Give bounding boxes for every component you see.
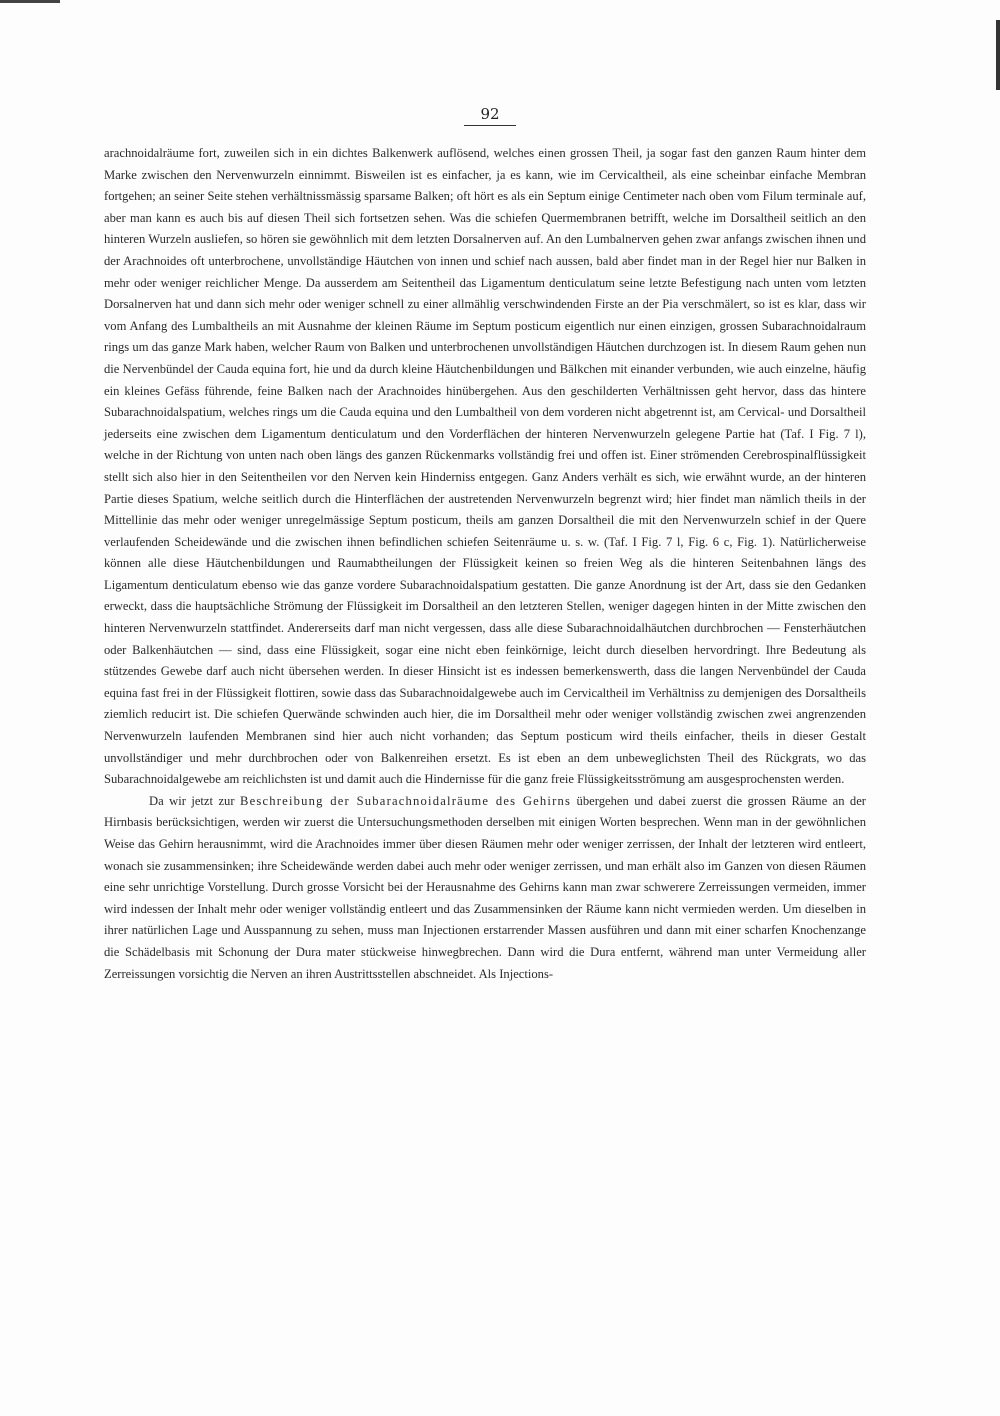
body-text [104,143,866,985]
emphasized-text: Beschreibung der Subarachnoidalräume des Gehirns [239,793,572,808]
page-number-rule [464,125,516,126]
scan-edge-mark [0,0,60,3]
paragraph [104,791,866,985]
paragraph-text: arachnoidalräume fort, zuweilen sich in ein dichtes Balkenwerk auflösend, welches einen grossen Theil, ja sogar fast den ganzen Raum hinter dem Marke zwischen den Nervenwurzeln einnimmt. Bisweilen ist es einfacher, ja es kann, wie im Cervicaltheil, als eine scheinbar einfache Membran fortgehen; an seiner Seite stehen verhältnissmässig sparsame Balken; oft hört es als ein Septum einige Centimeter nach oben vom Filum terminale auf, aber man kann es auch bis auf diesen Theil sich fortsetzen sehen. Was die schiefen Quermembranen betrifft, welche im Dorsaltheil seitlich an den hinteren Wurzeln ausliefen, so hören sie gewöhnlich mit dem letzten Dorsalnerven auf. An den Lumbalnerven gehen zwar anfangs zwischen ihnen und der Arachnoides oft unterbrochene, unvollständige Häutchen von innen und schief nach aussen, bald aber findet man in der Regel hier nur Balken in mehr oder weniger reichlicher Menge. Da ausserdem am Seitentheil das Ligamentum denticulatum seine letzte Befestigung nach unten vom letzten Dorsalnerven hat und dann sich mehr oder weniger schnell zu einer allmählig verschwindenden Firste an der Pia verschmälert, so ist es klar, dass wir vom Anfang des Lumbaltheils an mit Ausnahme der kleinen Räume im Septum posticum eigentlich nur einen einzigen, grossen Subarachnoidalraum rings um das ganze Mark haben, welcher Raum von Balken und unterbrochenen unvollständigen Häutchen durchzogen ist. In diesem Raum gehen nun die Nervenbündel der Cauda equina fort, hie und da durch kleine Häutchenbildungen und Bälkchen mit einander verbunden, wie auch einzelne, häufig ein kleines Gefäss führende, feine Balken nach der Arachnoides hinübergehen. Aus den geschilderten Verhältnissen geht hervor, dass das hintere Subarachnoidalspatium, welches rings um die Cauda equina und den Lumbaltheil von dem vorderen nicht abgetrennt ist, am Cervical- und Dorsaltheil jederseits eine zwischen dem Ligamentum denticulatum und den Vorderflächen der hinteren Nervenwurzeln gelegene Partie hat (Taf. I Fig. 7 l), welche in der Richtung von unten nach oben längs des ganzen Rückenmarks vollständig frei und offen ist. Einer strömenden Cerebrospinalflüssigkeit stellt sich also hier in den Seitentheilen vor den Nerven kein Hinderniss entgegen. Ganz Anders verhält es sich, wie erwähnt wurde, an der hinteren Partie dieses Spatium, welche seitlich durch die Hinterflächen der austretenden Nervenwurzeln begrenzt wird; hier findet man nämlich theils in der Mittellinie das mehr oder weniger unregelmässige Septum posticum, theils am ganzen Dorsaltheil die mit den Nervenwurzeln schief in der Quere verlaufenden Scheidewände und die zwischen ihnen befindlichen schiefen Seitenräume u. s. w. (Taf. I Fig. 7 l, Fig. 6 c, Fig. 1). Natürlicherweise können alle diese Häutchenbildungen und Raumabtheilungen der Flüssigkeit keinen so freien Weg als die hinteren Seitenbahnen längs des Ligamentum denticulatum ebenso wie das ganze vordere Subarachnoidalspatium gestatten. Die ganze Anordnung ist der Art, dass sie den Gedanken erweckt, dass die hauptsächliche Strömung der Flüssigkeit im Dorsaltheil an den letzteren Stellen, weniger dagegen hinten in der Mitte zwischen den hinteren Nervenwurzeln stattfindet. Andererseits darf man nicht vergessen, dass alle diese Subarachnoidalhäutchen durchbrochen — Fensterhäutchen oder Balkenhäutchen — sind, dass eine Flüssigkeit, sogar eine nicht eben feinkörnige, leicht durch dieselben hervordringt. Ihre Bedeutung als stützendes Gewebe darf auch nicht übersehen werden. In dieser Hinsicht ist es indessen bemerkenswerth, dass die langen Nervenbündel der Cauda equina fast frei in der Flüssigkeit flottiren, sowie dass das Subarachnoidalgewebe auch im Cervicaltheil im Verhältniss zu demjenigen des Dorsaltheils ziemlich reducirt ist. Die schiefen Querwände schwinden auch hier, die im Dorsaltheil mehr oder weniger vollständig zwischen zwei angrenzenden Nervenwurzeln laufenden Membranen sind hier auch nicht vorhanden; das Septum posticum wird theils einfacher, theils in dieser Gestalt unvollständiger und mehr durchbrochen oder von Balkenreihen ersetzt. Es ist eben an dem unbeweglichsten Theil des Rückgrats, wo das Subarachnoidalgewebe am reichlichsten ist und damit auch die Hindernisse für die ganz freie Flüssigkeitsströmung am ausgesprochensten werden. [104,146,866,787]
paragraph [104,143,866,791]
page-number [460,105,520,126]
paragraph-text: übergehen und dabei zuerst die grossen Räume an der Hirnbasis berücksichtigen, werden wir zuerst die Untersuchungsmethoden derselben mit einigen Worten besprechen. Wenn man in der gewöhnlichen Weise das Gehirn herausnimmt, wird die Arachnoides immer über diesen Räumen mehr oder weniger zerrissen, der Inhalt der letzteren wird entleert, wonach sie zusammensinken; ihre Scheidewände werden dabei auch mehr oder weniger zerrissen, und man erhält also im Ganzen von diesen Räumen eine sehr unrichtige Vorstellung. Durch grosse Vorsicht bei der Herausnahme des Gehirns kann man zwar schwerere Zerreissungen vermeiden, immer wird indessen der Inhalt mehr oder weniger vollständig entleert und das Zusammensinken der Räume kann nicht vermieden werden. Um dieselben in ihrer natürlichen Lage und Ausspannung zu sehen, muss man Injectionen erstarrender Massen ausführen und dann mit einer scharfen Knochenzange die Schädelbasis mit Schonung der Dura mater stückweise hinwegbrechen. Dann wird die Dura entfernt, während man unter Vermeidung aller Zerreissungen vorsichtig die Nerven an ihren Austrittsstellen abschneidet. Als Injections- [104,793,867,981]
paragraph-text: Da wir jetzt zur [149,793,240,808]
page-number-text: 92 [480,105,500,123]
scan-edge-mark-right [996,20,1000,90]
